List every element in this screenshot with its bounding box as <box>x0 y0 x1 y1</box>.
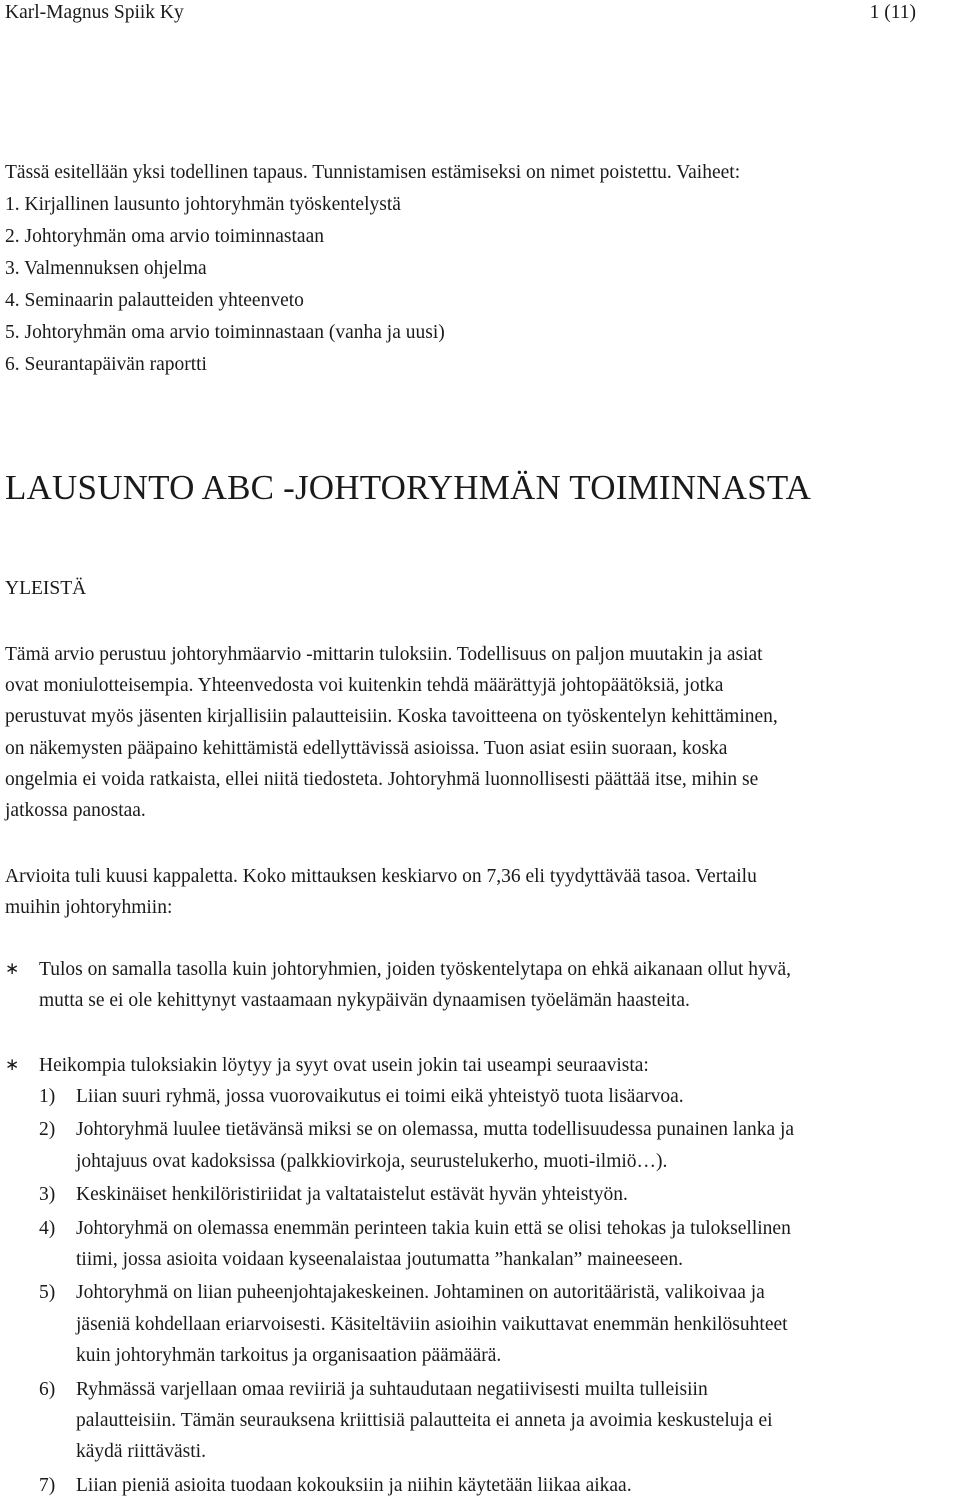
bullet-line: Tulos on samalla tasolla kuin johtoryhmien, joiden työskentelytapa on ehkä aikanaan ollut hyvä, <box>39 959 792 980</box>
asterisk-bullet-icon: ∗ <box>5 959 20 979</box>
reason-number: 2) <box>39 1119 56 1141</box>
document-title: LAUSUNTO ABC -JOHTORYHMÄN TOIMINNASTA <box>5 468 812 507</box>
reason-item <box>39 1470 794 1501</box>
bullet-item <box>5 954 791 1017</box>
intro-step: 5. Johtoryhmän oma arvio toiminnastaan (vanha ja uusi) <box>5 322 445 343</box>
header-company: Karl-Magnus Spiik Ky <box>5 2 184 23</box>
reason-item <box>39 1114 794 1177</box>
reason-number: 4) <box>39 1217 56 1239</box>
reason-number: 1) <box>39 1086 56 1107</box>
reason-line: Johtoryhmä on liian puheenjohtajakeskeinen. Johtaminen on autoritääristä, valikoivaa ja <box>76 1282 765 1304</box>
reason-number: 5) <box>39 1282 56 1304</box>
reason-line: Johtoryhmä on olemassa enemmän perinteen takia kuin että se olisi tehokas ja tuloksellinen <box>76 1217 791 1239</box>
paragraph-line: on näkemysten pääpaino kehittämistä edellyttävissä asioissa. Tuon asiat esiin suoraan, koska <box>5 737 728 759</box>
paragraph-line: muihin johtoryhmiin: <box>5 897 173 919</box>
asterisk-bullet-icon: ∗ <box>5 1055 20 1075</box>
intro-step: 6. Seurantapäivän raportti <box>5 354 207 375</box>
reasons-list <box>39 1081 794 1503</box>
reason-line: palautteisiin. Tämän seurauksena kriittisiä palautteita ei anneta ja avoimia keskusteluja ei <box>76 1410 773 1432</box>
reason-item <box>39 1179 794 1210</box>
reason-line: Ryhmässä varjellaan omaa reviiriä ja suhtaudutaan negatiivisesti muilta tulleisiin <box>76 1378 708 1400</box>
paragraph-line: Tämä arvio perustuu johtoryhmäarvio -mittarin tuloksiin. Todellisuus on paljon muutakin ja asiat <box>5 644 763 665</box>
bullet-line: mutta se ei ole kehittynyt vastaamaan nykypäivän dynaamisen työelämän haasteita. <box>39 990 690 1012</box>
reason-number: 3) <box>39 1184 56 1206</box>
reason-item <box>39 1277 794 1371</box>
intro <box>5 157 740 381</box>
section-heading: YLEISTÄ <box>5 578 87 599</box>
paragraph-line: ovat moniulotteisempia. Yhteenvedosta voi kuitenkin tehdä määrättyjä johtopäätöksiä, jotka <box>5 675 724 697</box>
intro-step: 4. Seminaarin palautteiden yhteenveto <box>5 290 304 311</box>
paragraph-line: perustuvat myös jäsenten kirjallisiin palautteisiin. Koska tavoitteena on työskentelyn kehittäminen, <box>5 706 778 728</box>
paragraph-line: Arvioita tuli kuusi kappaletta. Koko mittauksen keskiarvo on 7,36 eli tyydyttävää tasoa. Vertailu <box>5 866 757 887</box>
page-number: 1 (11) <box>869 2 916 23</box>
reason-line: käydä riittävästi. <box>76 1441 206 1463</box>
paragraph-results <box>5 861 935 923</box>
bullet-item <box>5 1050 649 1081</box>
intro-step: 1. Kirjallinen lausunto johtoryhmän työskentelystä <box>5 194 401 215</box>
reason-line: jäseniä kohdellaan eriarvoisesti. Käsiteltäviin asioihin vaikuttavat enemmän henkilösuhteet <box>76 1313 788 1335</box>
reason-line: kuin johtoryhmän tarkoitus ja organisaation päämäärä. <box>76 1345 502 1367</box>
reason-number: 6) <box>39 1378 56 1400</box>
reason-line: tiimi, jossa asioita voidaan kyseenalaistaa joutumatta ”hankalan” maineeseen. <box>76 1249 683 1271</box>
intro-step: 3. Valmennuksen ohjelma <box>5 258 207 279</box>
paragraph-line: jatkossa panostaa. <box>5 800 146 822</box>
reason-line: Keskinäiset henkilöristiriidat ja valtataistelut estävät hyvän yhteistyön. <box>76 1184 628 1206</box>
reason-item <box>39 1081 794 1112</box>
paragraph-general <box>5 639 935 826</box>
bullet-line: Heikompia tuloksiakin löytyy ja syyt ovat usein jokin tai useampi seuraavista: <box>39 1055 649 1076</box>
reason-line: Liian suuri ryhmä, jossa vuorovaikutus ei toimi eikä yhteistyö tuota lisäarvoa. <box>76 1086 684 1107</box>
reason-number: 7) <box>39 1474 56 1496</box>
intro-lead: Tässä esitellään yksi todellinen tapaus. Tunnistamisen estämiseksi on nimet poistettu. Vaiheet: <box>5 162 741 183</box>
reason-line: Liian pieniä asioita tuodaan kokouksiin ja niihin käytetään liikaa aikaa. <box>76 1474 632 1496</box>
reason-item <box>39 1374 794 1468</box>
reason-line: Johtoryhmä luulee tietävänsä miksi se on olemassa, mutta todellisuudessa punainen lanka ja <box>76 1119 795 1141</box>
reason-item <box>39 1213 794 1276</box>
intro-step: 2. Johtoryhmän oma arvio toiminnastaan <box>5 226 324 247</box>
reason-line: johtajuus ovat kadoksissa (palkkiovirkoja, seurustelukerho, muoti-ilmiö…). <box>76 1150 668 1172</box>
paragraph-line: ongelmia ei voida ratkaista, ellei niitä tiedosteta. Johtoryhmä luonnollisesti päättää itse, mihin se <box>5 768 759 790</box>
